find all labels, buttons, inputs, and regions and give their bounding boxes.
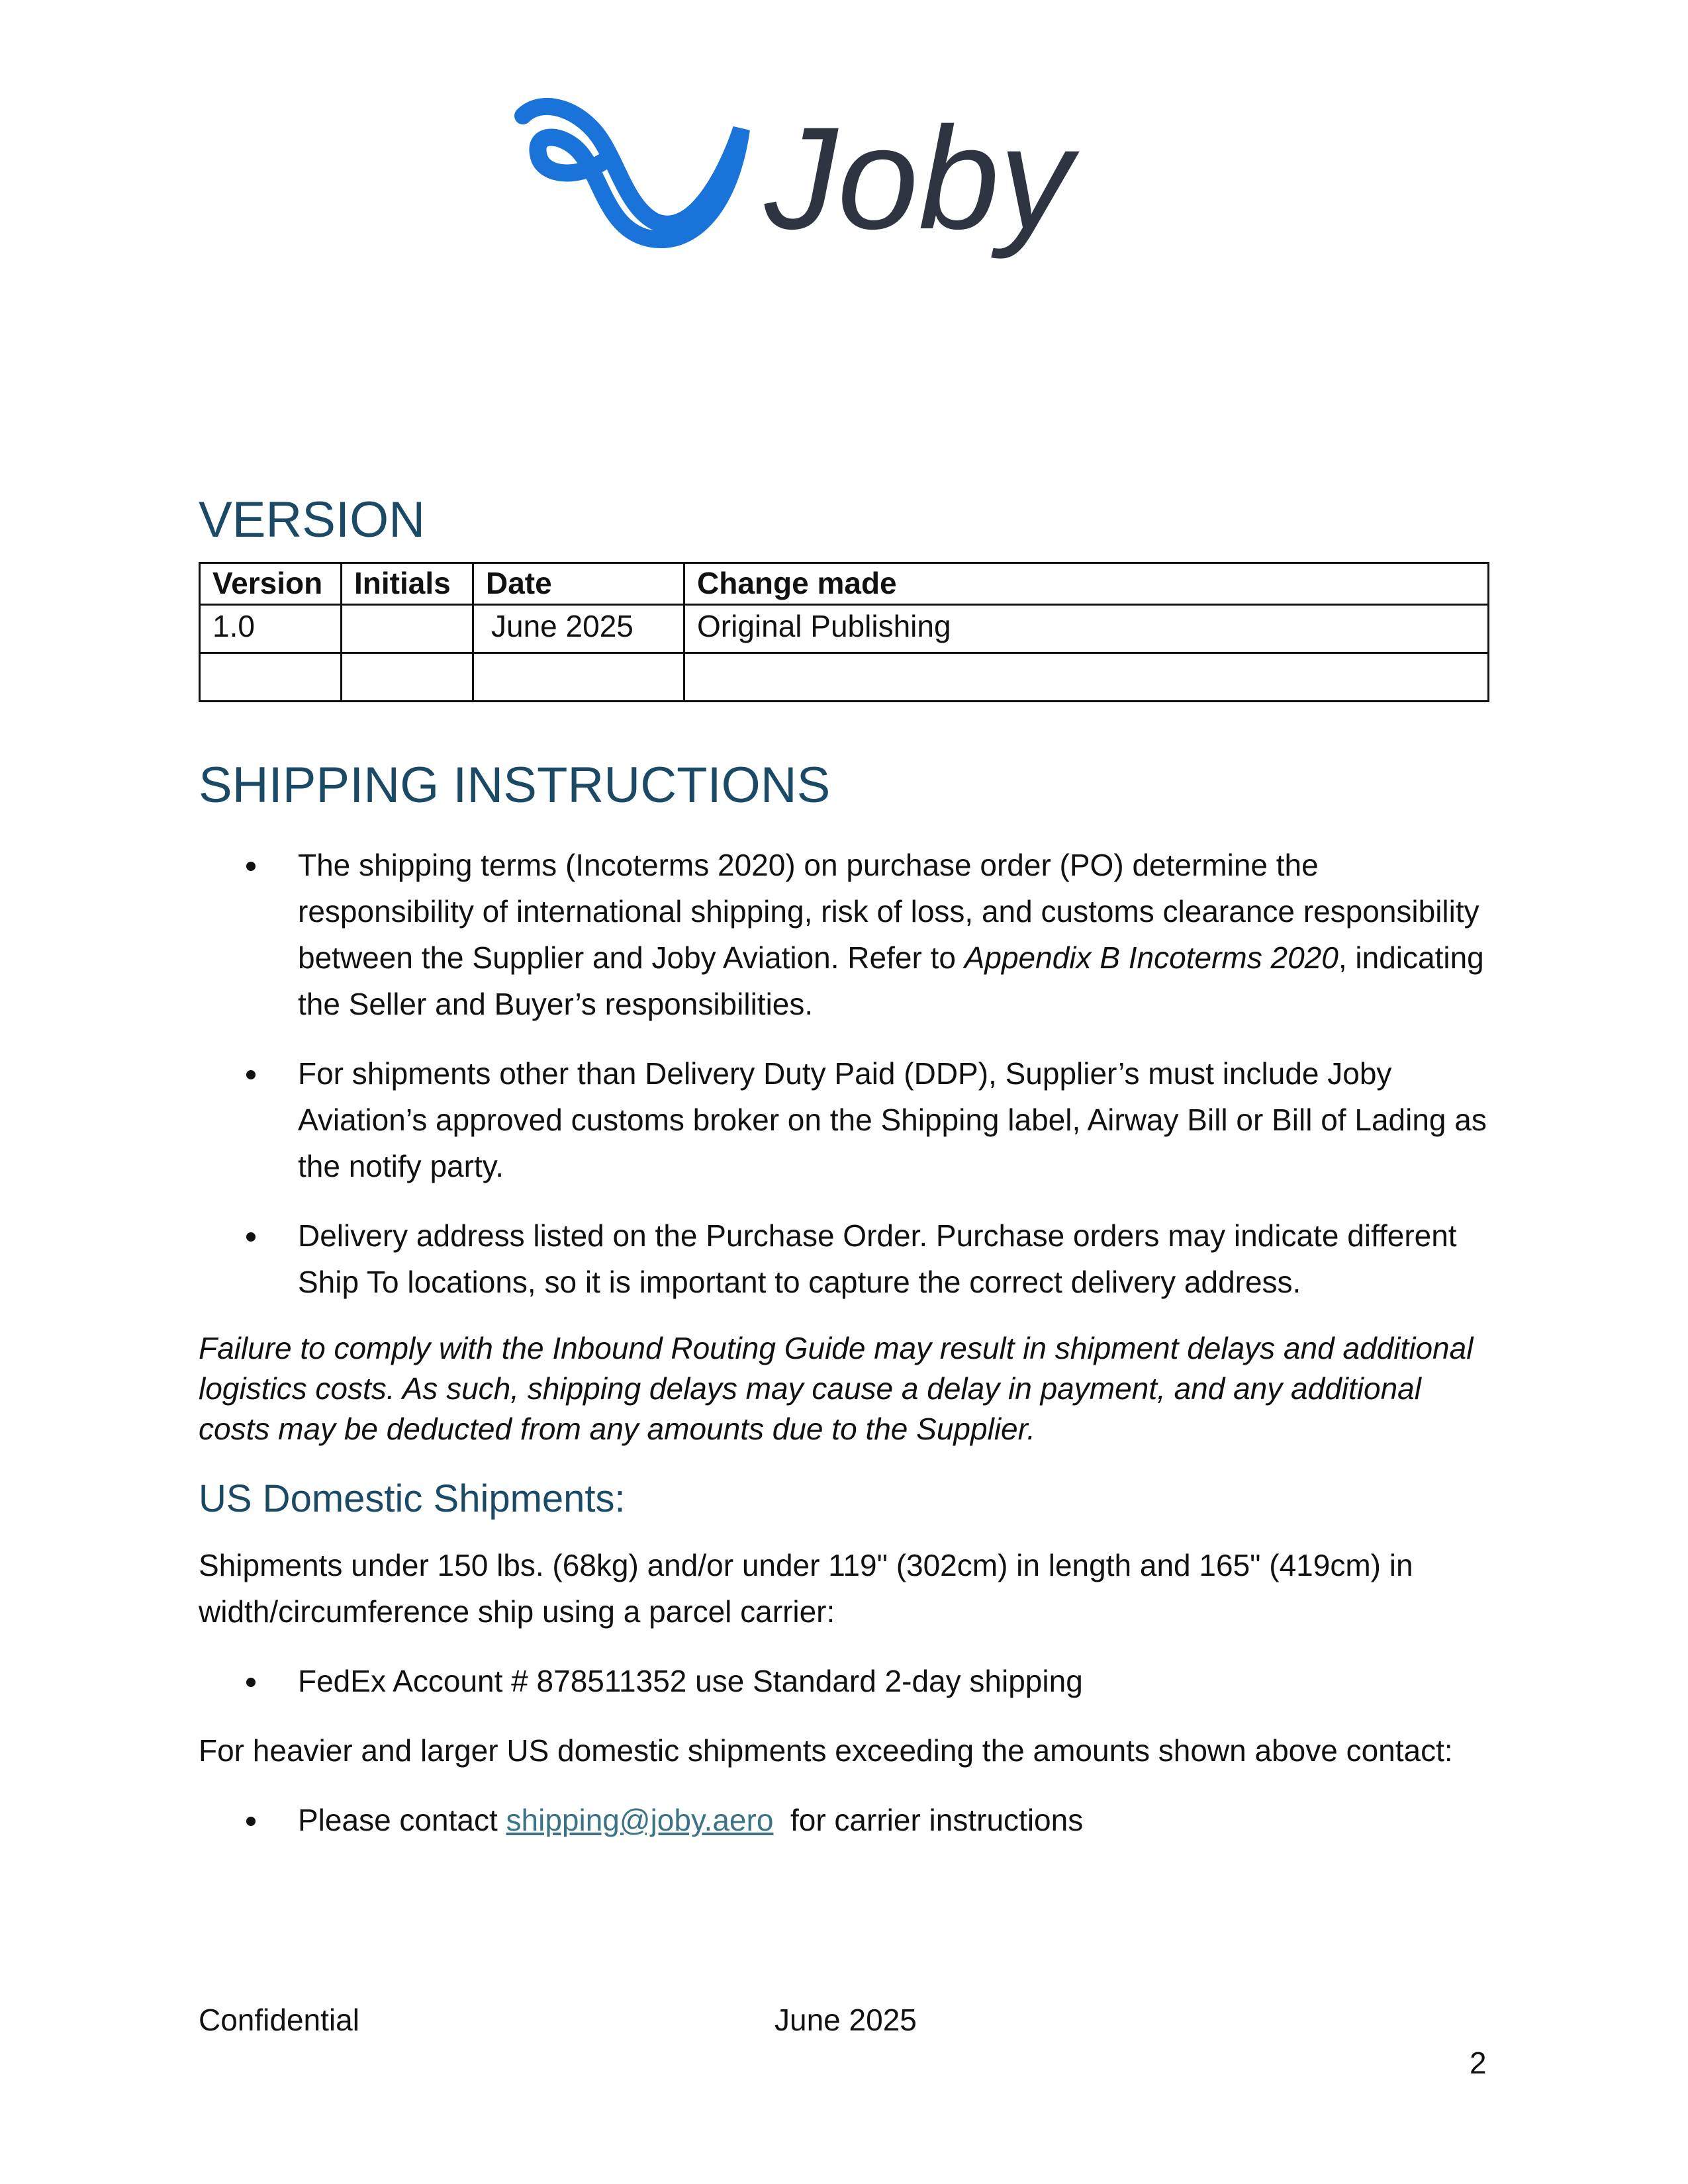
bullet-icon xyxy=(246,1678,256,1687)
bullet-text: , indicating the Seller and Buyer’s responsibilities. xyxy=(298,940,1484,1022)
footer-date: June 2025 xyxy=(774,2003,917,2037)
logo-wordmark: Joby xyxy=(765,97,1072,259)
shipping-bullet-list xyxy=(199,842,1489,1305)
bullet-icon xyxy=(246,1817,256,1826)
heavier-shipments-text: For heavier and larger US domestic shipments exceeding the amounts shown above contact: xyxy=(199,1733,1453,1768)
list-item xyxy=(199,1658,1489,1704)
list-item xyxy=(199,842,1489,1027)
page-number: 2 xyxy=(1470,2046,1487,2080)
cell-date xyxy=(473,653,684,702)
version-table-header-row xyxy=(200,563,1489,605)
domestic-intro: Shipments under 150 lbs. (68kg) and/or under 119" (302cm) in length and 165" (419cm) in width/circumference ship using a parcel carrier: xyxy=(199,1547,1413,1629)
list-item xyxy=(199,1797,1489,1843)
appendix-reference: Appendix B Incoterms 2020 xyxy=(964,940,1338,976)
header-date: Date xyxy=(473,563,684,605)
swoosh-mark xyxy=(523,107,741,240)
cell-date: June 2025 xyxy=(473,605,684,653)
bullet-text: for carrier instructions xyxy=(773,1802,1084,1837)
joby-logo-graphic xyxy=(503,89,1178,268)
version-heading: VERSION xyxy=(199,492,426,548)
joby-logo xyxy=(503,89,1178,268)
cell-initials xyxy=(342,653,473,702)
cell-change-made: Original Publishing xyxy=(684,605,1489,653)
footer-confidential: Confidential xyxy=(199,2003,359,2037)
bullet-text: For shipments other than Delivery Duty Paid (DDP), Supplier’s must include Joby Aviation’s approved customs broker on the Shipping label, Airway Bill or Bill of Lading as the notify party. xyxy=(298,1056,1487,1184)
header-version: Version xyxy=(200,563,342,605)
cell-initials xyxy=(342,605,473,653)
shipping-instructions-heading: SHIPPING INSTRUCTIONS xyxy=(199,757,831,814)
bullet-text: Please contact xyxy=(298,1802,506,1837)
header-initials: Initials xyxy=(342,563,473,605)
table-row xyxy=(200,605,1489,653)
cell-version xyxy=(200,653,342,702)
parcel-bullet-list xyxy=(199,1658,1489,1704)
table-row xyxy=(200,653,1489,702)
bullet-icon xyxy=(246,1232,256,1242)
bullet-icon xyxy=(246,1070,256,1079)
bullet-text: Delivery address listed on the Purchase Order. Purchase orders may indicate different Ship To locations, so it is important to capture the correct delivery address. xyxy=(298,1218,1457,1300)
us-domestic-heading: US Domestic Shipments: xyxy=(199,1477,626,1521)
cell-version: 1.0 xyxy=(200,605,342,653)
list-item xyxy=(199,1050,1489,1189)
compliance-note: Failure to comply with the Inbound Routing Guide may result in shipment delays and additional logistics costs. As such, shipping delays may cause a delay in payment, and any additional costs may be deducted from any amounts due to the Supplier. xyxy=(199,1331,1474,1447)
cell-change-made xyxy=(684,653,1489,702)
bullet-text: FedEx Account # 878511352 use Standard 2-day shipping xyxy=(298,1663,1083,1698)
document-content xyxy=(199,490,1489,1866)
version-table xyxy=(199,562,1489,702)
shipping-email-link[interactable]: shipping@joby.aero xyxy=(506,1802,774,1837)
list-item xyxy=(199,1212,1489,1305)
bullet-icon xyxy=(246,862,256,871)
bullet-text: The shipping terms (Incoterms 2020) on purchase order (PO) determine the responsibility of international shipping, risk of loss, and customs clearance responsibility between the Supplier and Joby Aviation. Refer to xyxy=(298,848,1479,976)
contact-bullet-list xyxy=(199,1797,1489,1843)
header-change-made: Change made xyxy=(684,563,1489,605)
